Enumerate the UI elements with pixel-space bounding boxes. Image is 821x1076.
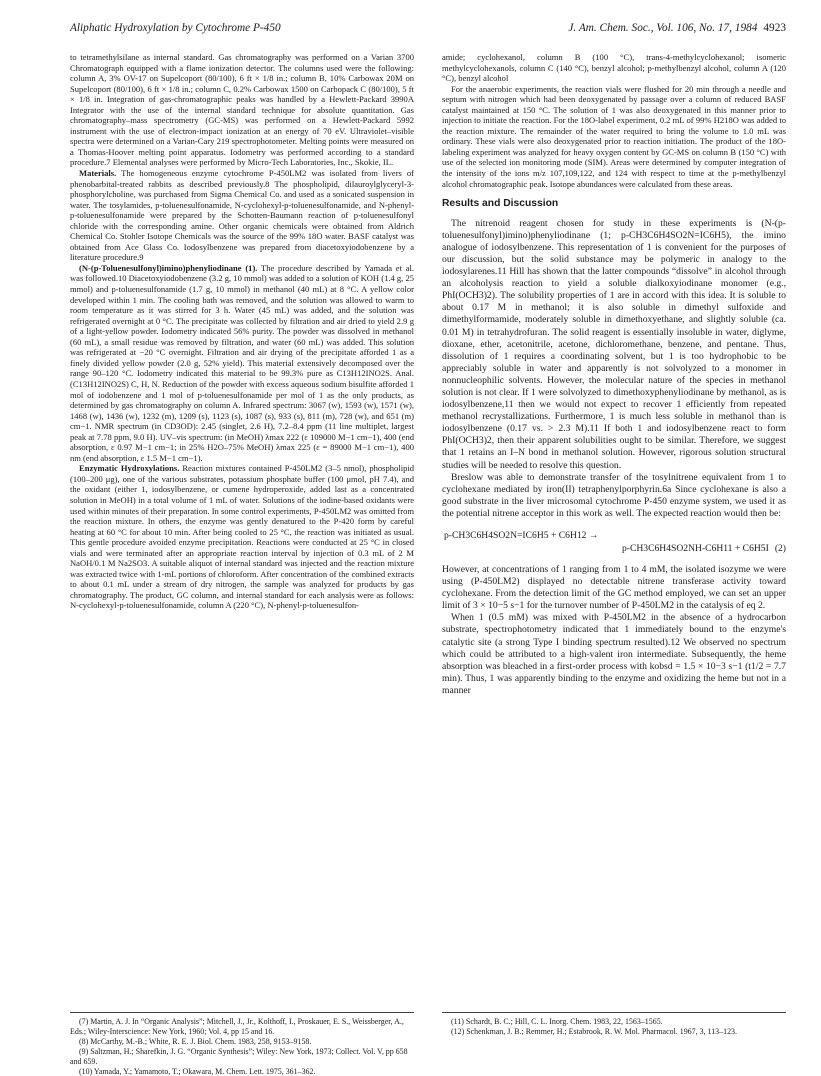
paragraph-synthesis-text: The procedure described by Yamada et al. was followed.10 Diacetoxyiodobenzene (3.2 g, 10 mmol) was added to a solution of KOH (1.4 g, 25 mmol) and p-toluenesulfonamide (1.7 g, 10 mmol) in methanol (40 mL) at 8 °C. A yellow color developed within 1 min. The cooling bath was removed, and the solution was allowed to warm to room temperature as it was stirred for 3 h. Water (45 mL) was added, and the solution was refrigerated overnight at 0 °C. The precipitate was collected by filtration and air dried to yield 2.9 g of a light-yellow powder. Iodometry indicated 56% purity. The powder was dissolved in methanol (60 mL), a small residue was removed by filtration, and water (60 mL) was added. This solution was refrigerated at −20 °C overnight. Filtration and air drying of the precipitate afforded 1 as a finely divided yellow powder (2.0 g, 52% yield). This material extensively decomposed over the range 90–120 °C. Iodometry indicated this material to be 99.3% pure as C13H12INO2S. Anal. (C13H12INO2S) C, H, N. Reduction of the powder with excess aqueous sodium bisulfite afforded 1 mol of iodobenzene and 1 mol of p-toluenesulfonamide per mol of 1 as the only products, as determined by gas chromatography on column A. Infrared spectrum: 3067 (w), 1593 (w), 1571 (w), 1468 (w), 1436 (w), 1232 (m), 1209 (s), 1123 (s), 1087 (s), 933 (s), 811 (m), 728 (w), and 651 (m) cm−1. NMR spectrum (in CD3OD): 2.45 (singlet, 2.6 H), 7.2–8.4 ppm (11 line multiplet, largest peak at 7.78 ppm, 9.0 H). UV–vis spectrum: (in MeOH) λmax 222 (ε 109000 M−1 cm−1), 400 (end absorption, ε 0.97 M−1 cm−1; in 25% H2O–75% MeOH) λmax 225 (ε = 89000 M−1 cm−1), 400 nm (end absorption, ε 1.5 M−1 cm−1). [70, 262, 415, 463]
paragraph-enzymatic [70, 463, 414, 611]
running-header [70, 22, 786, 40]
results-body [442, 218, 786, 697]
footnote-8: (8) McCarthy, M.-B.; White, R. E. J. Biol. Chem. 1983, 258, 9153–9158. [79, 1036, 312, 1046]
equation-line-2-text: p-CH3C6H4SO2NH-C6H11 + C6H5I [621, 543, 769, 554]
journal-name: J. Am. Chem. Soc., Vol. 106, No. 17, 1984 [568, 22, 758, 34]
footnote-7: (7) Martin, A. J. In “Organic Analysis”; Mitchell, J., Jr., Kolthoff, I., Proskauer, E. S., Weissberger, A., Eds.; Wiley-Interscience: New York, 1960; Vol. 4, pp 15 and 16. [70, 1017, 404, 1036]
footnotes-left [70, 1012, 414, 1076]
paragraph-instrumentation: to tetramethylsilane as internal standard. Gas chromatography was performed on a Varian 3700 Chromatograph equipped with a flame ionization detector. The columns used were the following: column A, 3% OV-17 on Supelcoport (80/100), 6 ft × 1/8 in.; column B, 10% Carbowax 20M on Supelcoport (80/100), 6 ft × 1/8 in.; column C, 0.2% Carbowax 1500 on Carbopack C (80/100), 5 ft × 1/8 in. Integration of gas-chromatographic peaks was handled by a Hewlett-Packard 3990A Integrator with the use of the internal standard technique for absolute quantitation. Gas chromatography–mass spectrometry (GC-MS) was performed on a Hewlett-Packard 5992 instrument with the use of electron-impact ionization at an energy of 70 eV. Ultraviolet–visible spectra were determined on a Varian-Cary 219 spectrophotometer. Melting points were measured on a Thomas-Hoover melting point apparatus. Iodometry was performed according to a standard procedure.7 Elemental analyses were performed by Micro-Tech Laboratories, Inc., Skokie, IL. [70, 52, 414, 168]
left-column [70, 52, 414, 697]
paragraph-reagent: The nitrenoid reagent chosen for study in these experiments is (N-(p-toluenesulfonyl)imino)phenyliodinane (1; p-CH3C6H4SO2N=IC6H5), the imino analogue of iodosylbenzene. This representation of 1 is convenient for the purposes of our discussion, but the solid substance may be polymeric in analogy to the iodosylarenes.11 Hill has shown that the latter compounds “dissolve” in alcohol through an alcoholysis reaction to yield a soluble dialkoxyiodinane monomer (e.g., PhI(OCH3)2). The solubility properties of 1 are in accord with this idea. It is soluble to about 0.17 M in methanol; it is also soluble in dimethyl sulfoxide and dimethylformamide, moderately soluble in dimethoxyethane, and slightly soluble (ca. 0.01 M) in tetrahydrofuran. The solid reagent is essentially insoluble in water, diglyme, dioxane, ether, acetonitrile, acetone, dichloromethane, benzene, and pentane. Thus, dissolution of 1 requires a coordinating solvent, but 1 is too hydrophobic to be appreciably soluble in water and apparently is not solvolyzed to a monomer in nonnucleophilic solvents. However, the molecular nature of the species in methanol solution is not clear. If 1 were solvolyzed to dimethoxyphenyliodinane by methanol, as is iodosylbenzene,11 then we would not expect to recover 1 efficiently from repeated methanol recrystallizations. Furthermore, 1 is much less soluble in methanol than is iodosylbenzene (0.17 vs. > 2.3 M).11 If both 1 and iodosylbenzene react to form PhI(OCH3)2, then their apparent solubilities ought to be similar. Therefore, we suggest that 1 retains an I–N bond in methanol solution. However, rigorous solution structural studies will be needed to resolve this question. [442, 217, 786, 471]
section-title: Results and Discussion [442, 198, 559, 210]
paragraph-materials-text: The homogeneous enzyme cytochrome P-450LM2 was isolated from livers of phenobarbital-treated rabbits as described previously.8 The phospholipid, dilauroylglyceryl-3-phosphorylcholine, was purchased from Sigma Chemical Co. and used as a sonicated suspension in water. The tosylamides, p-toluenesulfonamide, N-cyclohexyl-p-toluenesulfonamide, and N-phenyl-p-toluenesulfonamide were prepared by the Schotten-Baumann reaction of p-toluenesulfonyl chloride with the corresponding amine. Other organic chemicals were obtained from Aldrich Chemical Co. Stohler Isotope Chemicals was the source of the 99% 18O water. BASF catalyst was obtained from Ace Glass Co. Iodosylbenzene was prepared from diacetoxyiodobenzene by a literature procedure.9 [70, 168, 414, 263]
running-title: Aliphatic Hydroxylation by Cytochrome P-450 [70, 22, 281, 34]
page-number: 4923 [763, 22, 786, 34]
footnotes [70, 1012, 786, 1076]
journal-page [70, 22, 786, 1076]
footnote-11: (11) Schardt, B. C.; Hill, C. L. Inorg. Chem. 1983, 22, 1563–1565. [451, 1017, 663, 1026]
two-column-body [70, 52, 786, 697]
footnote-9: (9) Saltzman, H.; Sharefkin, J. G. “Organic Synthesis”; Wiley: New York, 1973; Collect. Vol. V, pp 658 and 659. [70, 1046, 408, 1066]
footnotes-right [442, 1012, 786, 1076]
equation-2 [442, 529, 786, 555]
paragraph-anaerobic: For the anaerobic experiments, the reaction vials were flushed for 20 min through a needle and septum with nitrogen which had been deoxygenated by passage over a column of reduced BASF catalyst maintained at 150 °C. The solution of 1 was also deoxygenated in this manner prior to injection to initiate the reaction. For the 18O-label experiment, 0.2 mL of 99% H218O was added to the reaction mixture. The remainder of the water required to bring the volume to 1.0 mL was ordinary. These vials were also deoxygenated prior to reaction initiation. The product of the 18O-labeling experiment was analyzed for heavy oxygen content by GC-MS on column B (150 °C) with use of the selected ion monitoring mode (SIM). Areas were determined by computer integration of the intensity of the ions m/z 107,109,122, and 124 with respect to time at the p-methylbenzyl alcohol chromatographic peak. Isotope abundances were calculated from these areas. [442, 83, 786, 189]
paragraph-gc-columns: amide; cyclohexanol, column B (100 °C), trans-4-methylcyclohexanol; isomeric methylcyclohexanols, column C (140 °C), benzyl alcohol; p-methylbenzyl alcohol, column A (120 °C), benzyl alcohol [442, 52, 786, 84]
paragraph-turnover: However, at concentrations of 1 ranging from 1 to 4 mM, the isolated isozyme we were using (P-450LM2) displayed no detectable nitrene transferase activity toward cyclohexane. From the detection limit of the GC method employed, we can set an upper limit of 3 × 10−5 s−1 for the turnover number of P-450LM2 in the catalysis of eq 2. [442, 564, 786, 612]
equation-line-2 [442, 542, 786, 555]
paragraph-breslow: Breslow was able to demonstrate transfer of the tosylnitrene equivalent from 1 to cyclohexane mediated by iron(II) tetraphenylporphyrin.6a Since cyclohexane is also a good substrate in the liver microsomal cytochrome P-450 enzyme system, we used it as the potential nitrene acceptor in this work as well. The expected reaction would then be: [442, 471, 786, 519]
paragraph-materials [70, 168, 414, 263]
paragraph-binding: When 1 (0.5 mM) was mixed with P-450LM2 in the absence of a hydrocarbon substrate, spectrophotometry indicated that 1 immediately bound to the enzyme's catalytic site (a strong Type I binding spectrum resulted).12 We observed no spectrum which could be attributed to a high-valent iron intermediate. Subsequently, the heme absorption was bleached in a first-order process with kobsd = 1.5 × 10−3 s−1 (t1/2 = 7.7 min). Thus, 1 was apparently binding to the enzyme and oxidizing the heme but not in a manner [442, 612, 786, 696]
paragraph-enzymatic-text: Reaction mixtures contained P-450LM2 (3–5 nmol), phospholipid (100–200 μg), one of the various substrates, potassium phosphate buffer (100 μmol, pH 7.4), and the oxidant (either 1, iodosylbenzene, or cumene hydroperoxide, added last as a concentrated solution in MeOH) in a total volume of 1 mL of water. Solutions of the iodine-based oxidants were used within minutes of their preparation. In some control experiments, P-450LM2 was omitted from the reaction mixture. In others, the enzyme was gently denatured to the P-420 form by careful heating at 60 °C for about 10 min. After being cooled to 25 °C, the reaction was initiated as usual. This gentle procedure avoided enzyme precipitation. Reactions were conducted at 25 °C in closed vials and were terminated after an appropriate reaction interval by injection of 0.3 mL of 2 M NaOH/0.1 M Na2SO3. A suitable aliquot of internal standard was injected and the reaction mixture was extracted twice with 1-mL portions of chloroform. After concentration of the combined extracts to about 0.1 mL under a stream of dry nitrogen, the sample was analyzed for products by gas chromatography. The product, GC column, and internal standard for each analysis were as follows: N-cyclohexyl-p-toluenesulfonamide, column A (220 °C), N-phenyl-p-toluenesulfon- [70, 463, 414, 611]
equation-number: (2) [774, 543, 786, 554]
runin-head-materials: Materials. [79, 168, 117, 179]
runin-head-synthesis: (N-(p-Toluenesulfonyl)imino)phenyliodinane (1). [79, 262, 258, 273]
footnote-12: (12) Schenkman, J. B.; Remmer, H.; Estabrook, R. W. Mol. Pharmacol. 1967, 3, 113–123. [451, 1026, 737, 1036]
right-column [442, 52, 786, 697]
paragraph-synthesis [70, 263, 414, 463]
equation-line-1: p-CH3C6H4SO2N=IC6H5 + C6H12 → [444, 530, 599, 541]
journal-citation [568, 22, 786, 34]
runin-head-enzymatic: Enzymatic Hydroxylations. [79, 463, 180, 474]
footnote-10: (10) Yamada, Y.; Yamamoto, T.; Okawara, M. Chem. Lett. 1975, 361–362. [79, 1066, 316, 1076]
